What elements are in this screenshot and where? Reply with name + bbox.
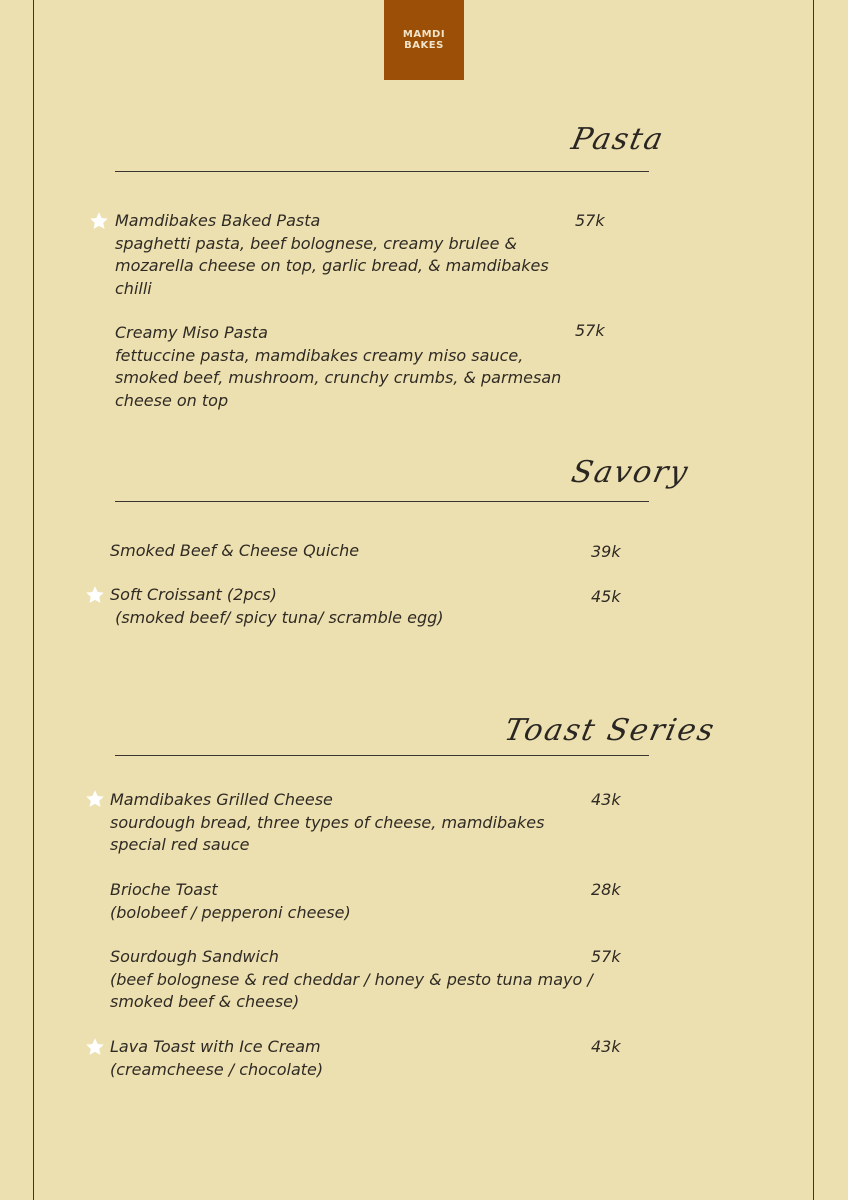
menu-item-name: Mamdibakes Baked Pasta (115, 211, 321, 230)
menu-item-price: 45k (591, 587, 621, 606)
menu-item-description: spaghetti pasta, beef bolognese, creamy brulee & mozarella cheese on top, garlic bread, & mamdibakes chilli (115, 233, 549, 298)
menu-item-name: Mamdibakes Grilled Cheese (110, 790, 333, 809)
section-title-toast-series: Toast Series (501, 713, 719, 748)
menu-item-price: 43k (591, 790, 621, 809)
section-rule-toast-series (115, 755, 649, 756)
menu-item-creamy-miso-pasta (115, 322, 561, 412)
brand-logo (384, 0, 464, 80)
section-rule-pasta (115, 171, 649, 172)
star-icon (89, 211, 109, 231)
page-border-left (33, 0, 34, 1200)
menu-item-price: 39k (591, 542, 621, 561)
section-title-savory: Savory (568, 455, 693, 490)
logo-text-line1: MAMDI (402, 29, 446, 40)
menu-item-grilled-cheese (110, 789, 544, 857)
menu-item-name: Creamy Miso Pasta (115, 323, 268, 342)
logo-text-line2: BAKES (404, 40, 444, 51)
menu-item-name: Sourdough Sandwich (110, 947, 279, 966)
menu-item-sourdough-sandwich (110, 946, 593, 1014)
star-icon (85, 585, 105, 605)
page-border-right (813, 0, 814, 1200)
menu-item-price: 28k (591, 880, 621, 899)
menu-item-price: 57k (575, 211, 605, 230)
menu-item-name: Brioche Toast (110, 880, 218, 899)
menu-item-description: (smoked beef/ spicy tuna/ scramble egg) (110, 607, 444, 627)
menu-item-name: Smoked Beef & Cheese Quiche (110, 541, 360, 560)
menu-item-soft-croissant (110, 584, 444, 629)
star-icon (85, 1037, 105, 1057)
menu-item-baked-pasta (115, 210, 549, 300)
menu-item-name: Lava Toast with Ice Cream (110, 1037, 321, 1056)
menu-item-price: 57k (575, 321, 605, 340)
menu-item-description: (beef bolognese & red cheddar / honey & pesto tuna mayo / smoked beef & cheese) (110, 969, 593, 1011)
menu-item-brioche-toast (110, 879, 351, 924)
section-title-pasta: Pasta (568, 122, 668, 157)
menu-item-price: 43k (591, 1037, 621, 1056)
menu-item-description: sourdough bread, three types of cheese, mamdibakes special red sauce (110, 812, 545, 854)
menu-item-description: (bolobeef / pepperoni cheese) (110, 902, 351, 922)
star-icon (85, 789, 105, 809)
menu-item-description: fettuccine pasta, mamdibakes creamy miso sauce, smoked beef, mushroom, crunchy crumbs, & parmesan cheese on top (115, 345, 562, 410)
section-rule-savory (115, 501, 649, 502)
menu-item-lava-toast (110, 1036, 323, 1081)
menu-item-quiche (110, 540, 359, 563)
menu-item-name: Soft Croissant (2pcs) (110, 585, 277, 604)
menu-item-price: 57k (591, 947, 621, 966)
menu-item-description: (creamcheese / chocolate) (110, 1059, 324, 1079)
